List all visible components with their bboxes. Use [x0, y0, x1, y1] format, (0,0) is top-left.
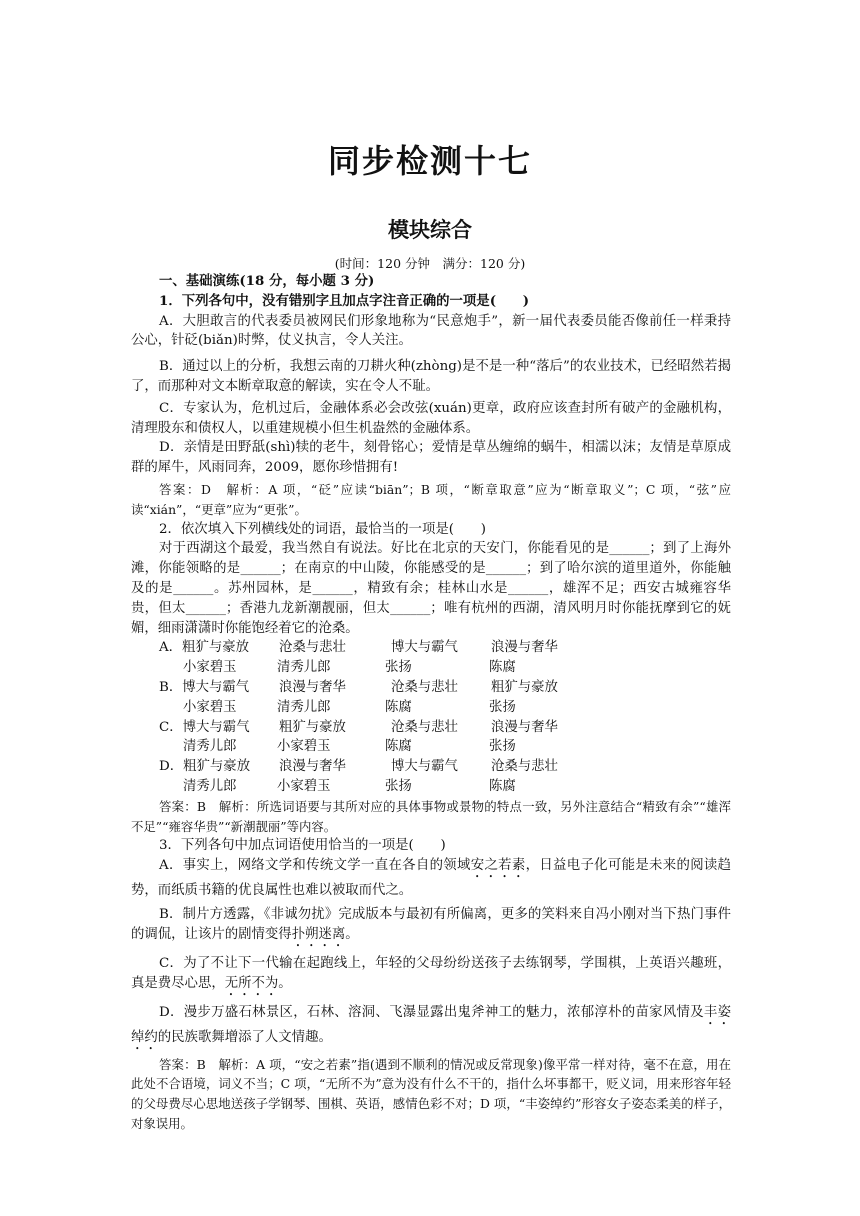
question-2-option-d	[131, 757, 731, 797]
question-1-option-c: C．专家认为，危机过后，金融体系必会改弦(xuán)更章，政府应该查封所有破产的金融机构，清理股东和债权人，以重建规模小但生机盎然的金融体系。	[131, 400, 731, 436]
option-cell: 清秀儿郎	[183, 739, 237, 755]
option-cell: 粗犷与豪放	[279, 719, 346, 735]
option-cell: 沧桑与悲壮	[279, 640, 346, 656]
option-cell: 沧桑与悲壮	[491, 759, 558, 775]
page-title: 同步检测十七	[327, 142, 532, 180]
option-text: 的民族歌舞增添了人文情趣。	[157, 1029, 332, 1045]
option-cell: 博大与霸气	[391, 759, 458, 775]
question-1-option-a: A．大胆敢言的代表委员被网民们形象地称为“民意炮手”，新一届代表委员能否像前任一样秉持公心，针砭(biǎn)时弊，仗义执言，令人关注。	[131, 313, 731, 349]
question-1-option-d: D．亲情是田野舐(shì)犊的老牛，刻骨铭心；爱情是草丛缠绵的蜗牛，相濡以沫；友情是草原成群的犀牛，风雨同奔，2009，愿你珍惜拥有!	[131, 440, 731, 476]
option-cell: 浪漫与奢华	[491, 719, 558, 735]
option-cell: 小家碧玉	[277, 778, 331, 794]
option-cell: 小家碧玉	[183, 660, 237, 676]
option-cell: B．博大与霸气	[159, 679, 250, 695]
question-2-passage: 对于西湖这个最爱，我当然自有说法。好比在北京的天安门，你能看见的是______；到了上海外滩，你能领略的是______；在南京的中山陵，你能感受的是______；到了哈尔滨的道里道外，你能触及的是______。苏州园林，是______，精致有余；桂林山水是______，雄浑不足；西安古城雍容华贵，但太______；香港九龙新潮靓丽，但太______；唯有杭州的西湖，清风明月时你能抚摩到它的妩媚，细雨潇潇时你能饱经着它的沧桑。	[131, 541, 731, 636]
option-cell: A．粗犷与豪放	[159, 640, 250, 656]
question-3-option-d	[131, 1003, 731, 1053]
option-cell: 张扬	[489, 739, 516, 755]
option-cell: 沧桑与悲壮	[391, 679, 458, 695]
question-2-stem: 2．依次填入下列横线处的词语，最恰当的一项是( )	[159, 521, 486, 537]
option-cell: 浪漫与奢华	[491, 640, 558, 656]
option-cell: 粗犷与豪放	[491, 679, 558, 695]
question-1-answer: 答案：D 解析：A 项，“砭”应读“biān”；B 项，“断章取意”应为“断章取义”；C 项，“弦”应读“xián”，“更章”应为“更张”。	[131, 481, 731, 517]
option-text: 。	[278, 975, 292, 991]
document-body	[131, 272, 731, 1134]
option-cell: 张扬	[385, 778, 412, 794]
option-cell: 浪漫与奢华	[279, 679, 346, 695]
question-3-stem: 3．下列各句中加点词语使用恰当的一项是( )	[159, 838, 446, 854]
option-cell: 清秀儿郎	[277, 699, 331, 715]
option-text: ，日益电子化可能是未来的阅读趋势，而纸质书籍的优良属性也难以被取而代之。	[131, 858, 732, 899]
option-cell: 张扬	[385, 660, 412, 676]
option-cell: C．博大与霸气	[159, 719, 250, 735]
question-3-option-c	[131, 954, 731, 999]
dotted-phrase: 安之若素	[470, 858, 526, 874]
question-2-answer: 答案：B 解析：所选词语要与其所对应的具体事物或景物的特点一致，另外注意结合“精致有余”“雄浑不足”“雍容华贵”“新潮靓丽”等内容。	[131, 798, 731, 834]
option-text: 。	[345, 926, 359, 942]
question-2-option-b	[131, 678, 731, 718]
option-cell: 清秀儿郎	[183, 778, 237, 794]
question-1-stem: 1．下列各句中，没有错别字且加点字注音正确的一项是( )	[159, 292, 530, 309]
question-3-option-a	[131, 856, 731, 901]
question-1-option-b: B．通过以上的分析，我想云南的刀耕火种(zhòng)是不是一种“落后”的农业技术，已经昭然若揭了，而那种对文本断章取意的解读，实在令人不耻。	[131, 359, 731, 394]
option-cell: 张扬	[489, 699, 516, 715]
section-heading: 一、基础演练(18 分，每小题 3 分)	[159, 273, 375, 289]
option-text: B．制片方透露，《非诚勿扰》完成版本与最初有所偏离，更多的笑料来自冯小刚对当下热门事件的调侃，让该片的剧情变得	[131, 906, 731, 942]
question-3-option-b	[131, 905, 731, 950]
dotted-phrase: 无所不为	[224, 975, 279, 991]
option-cell: 浪漫与奢华	[279, 759, 346, 775]
time-info: (时间：120 分钟 满分：120 分)	[334, 256, 526, 271]
option-cell: D．粗犷与豪放	[159, 759, 251, 775]
question-2-option-a	[131, 638, 731, 678]
option-text: C．为了不让下一代输在起跑线上，年轻的父母纷纷送孩子去练钢琴，学围棋，上英语兴趣班，真是费尽心思，	[131, 955, 731, 991]
option-cell: 小家碧玉	[277, 739, 331, 755]
dotted-phrase: 扑朔迷离	[291, 926, 346, 942]
option-cell: 博大与霸气	[391, 640, 458, 656]
option-cell: 清秀儿郎	[277, 660, 331, 676]
option-text: D．漫步万盛石林景区，石林、溶洞、飞瀑显露出鬼斧神工的魅力，浓郁淳朴的苗家风情及	[159, 1004, 704, 1020]
option-cell: 小家碧玉	[183, 699, 237, 715]
option-cell: 陈腐	[489, 660, 516, 676]
page-subtitle: 模块综合	[388, 217, 472, 242]
option-cell: 陈腐	[489, 778, 516, 794]
option-text: A．事实上，网络文学和传统文学一直在各自的领域	[159, 858, 471, 874]
dotted-phrase: 丰姿绰约	[131, 1004, 732, 1045]
question-3-answer: 答案：B 解析：A 项，“安之若素”指(遇到不顺利的情况或反常现象)像平常一样对待，毫不在意，用在此处不合语境，词义不当；C 项，“无所不为”意为没有什么不干的，指什么坏事都干，贬义词，用来形容年轻的父母费尽心思地送孩子学钢琴、围棋、英语，感情色彩不对；D 项，“丰姿绰约”形容女子姿态柔美的样子，对象误用。	[131, 1056, 731, 1131]
question-2-option-c	[131, 718, 731, 758]
option-cell: 陈腐	[385, 739, 412, 755]
option-cell: 沧桑与悲壮	[391, 719, 458, 735]
option-cell: 陈腐	[385, 699, 412, 715]
